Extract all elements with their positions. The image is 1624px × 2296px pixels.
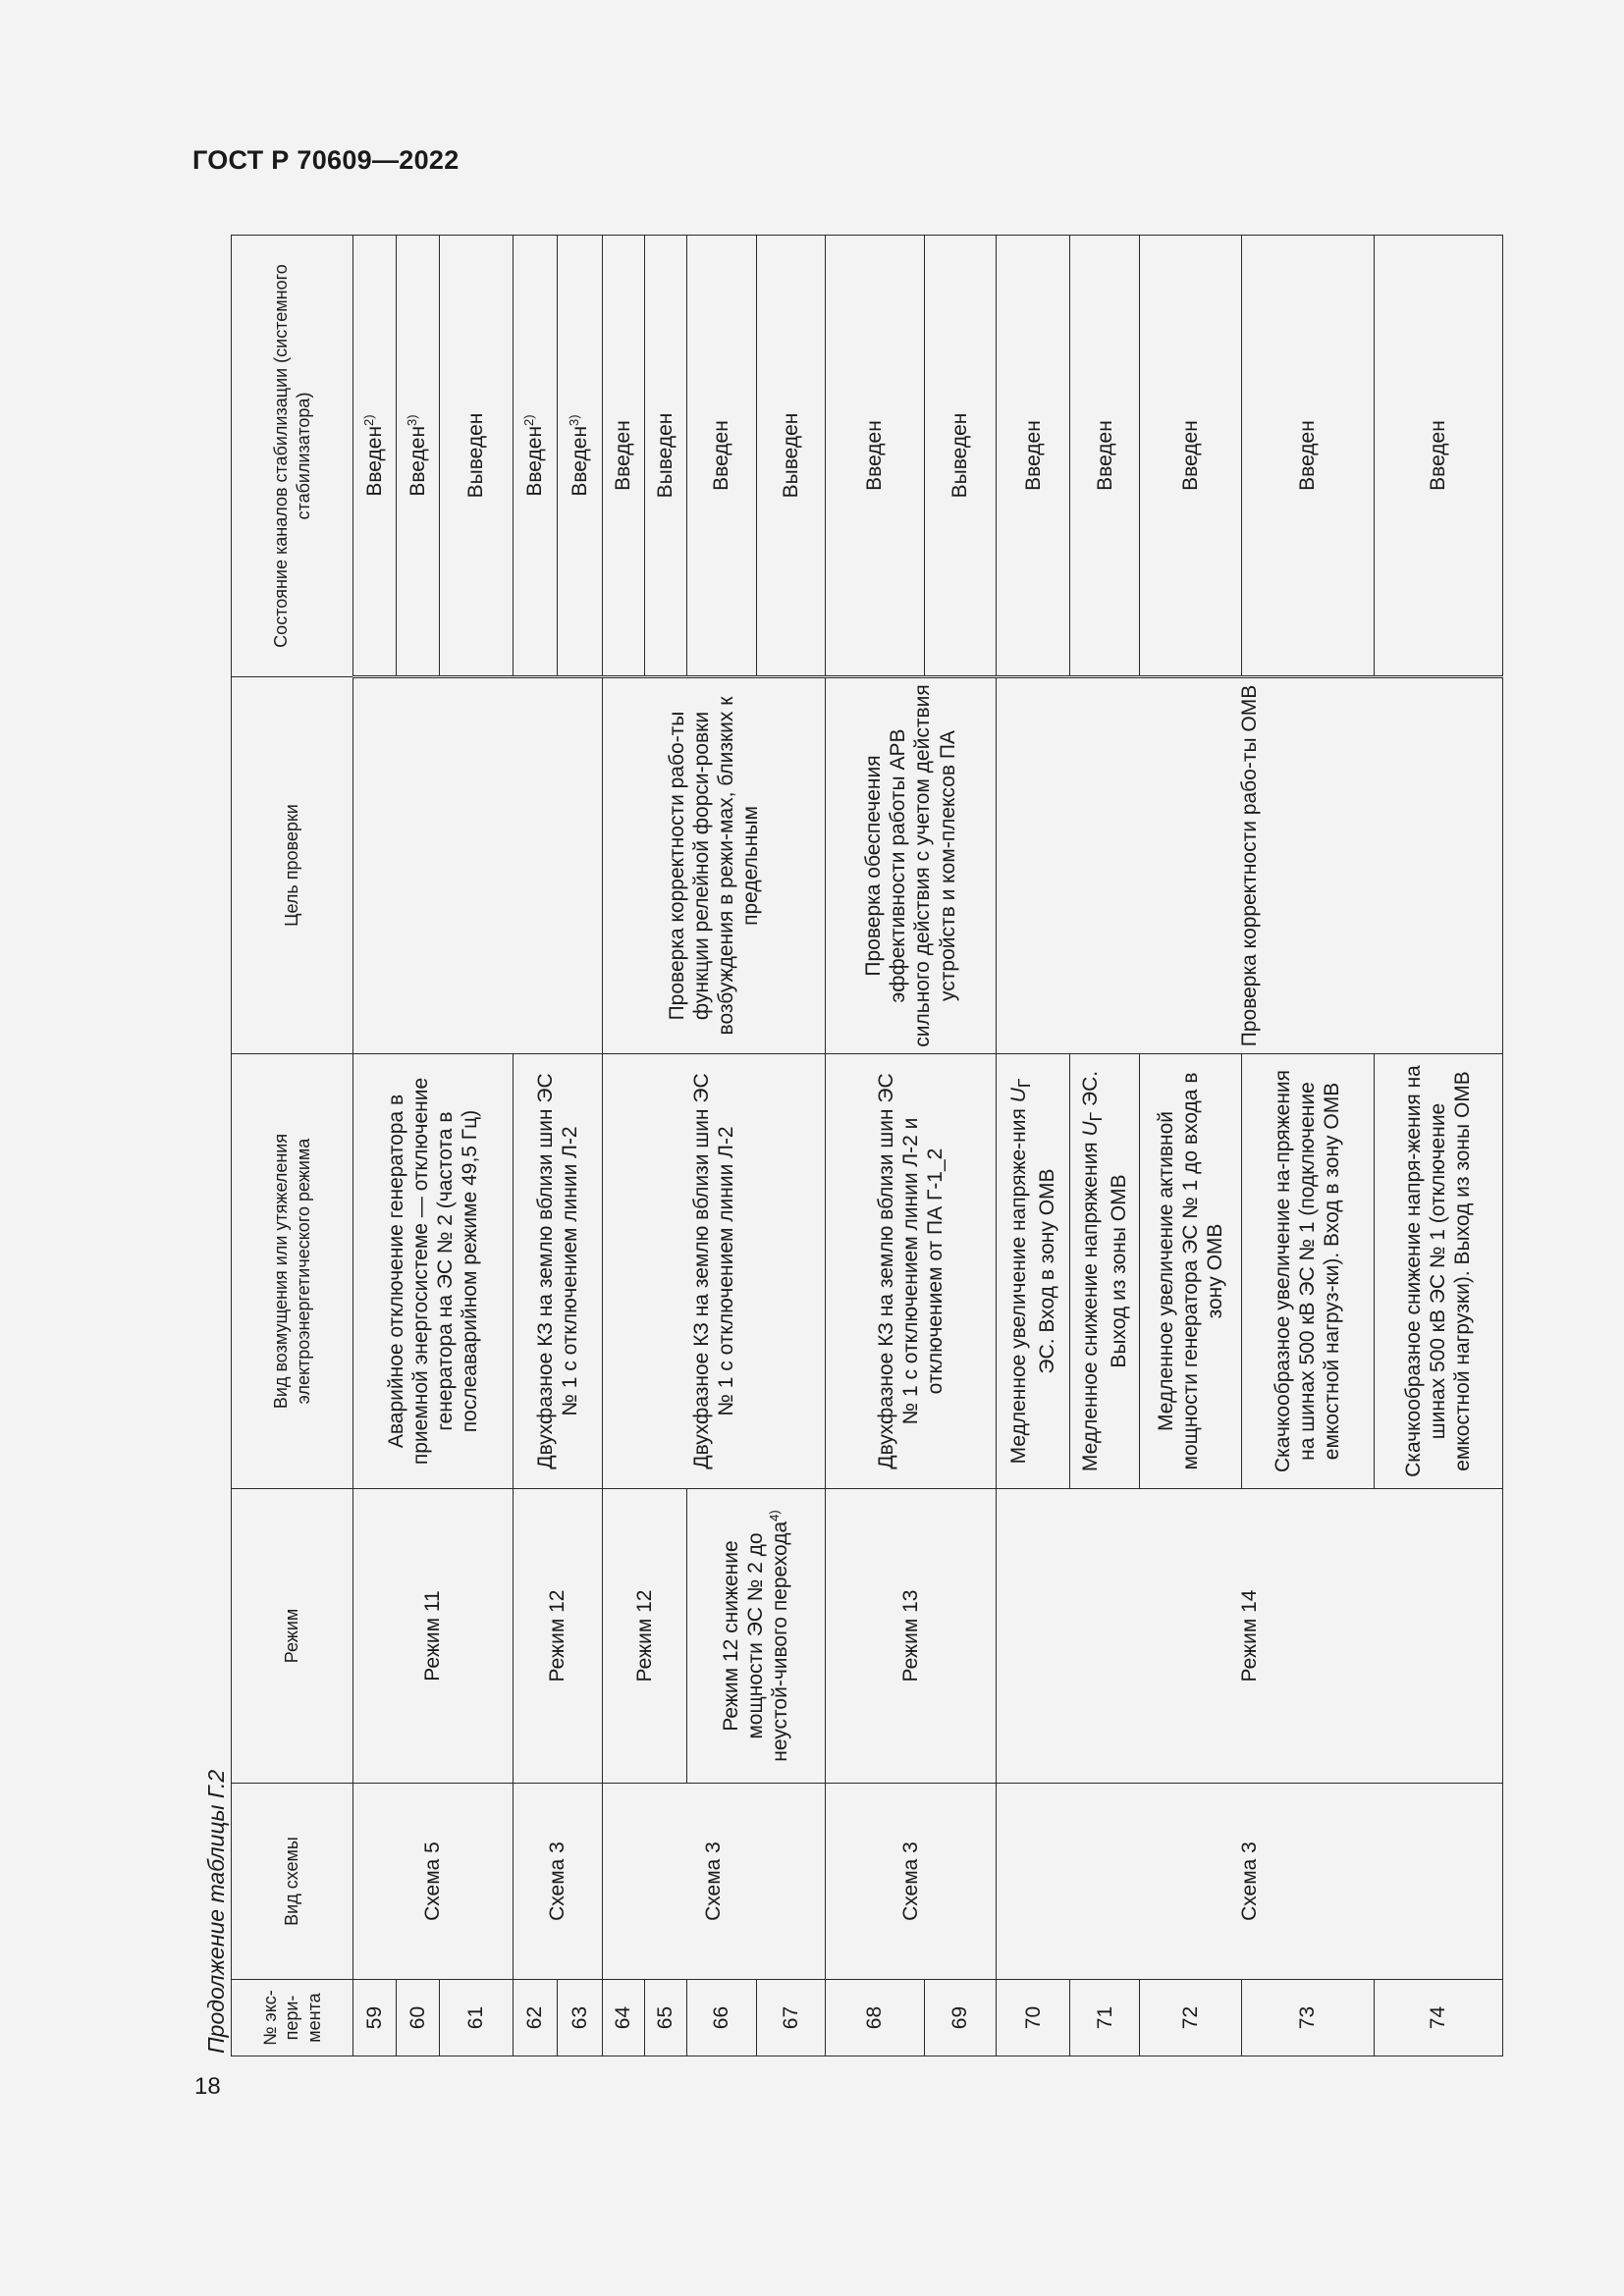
state-cell: Выведен [440,236,514,677]
state-cell: Введен [1374,236,1502,677]
mode-cell: Режим 14 [996,1489,1502,1784]
scheme-cell: Схема 3 [602,1784,825,1980]
col-header-state: Состояние каналов стабилизации (системного стабилизатора) [232,236,353,677]
state-cell: Введен [996,236,1070,677]
state-cell: Введен [686,236,757,677]
experiment-number: 68 [826,1980,925,2056]
page-number: 18 [194,2073,221,2100]
state-cell: Введен$^{2)}$ [513,236,557,677]
state-cell: Введен [1070,236,1140,677]
disturbance-cell: Двухфазное КЗ на землю вблизи шин ЭС № 1 с отключением линии Л-2 и отключением от ПА Г-1_2 [826,1054,997,1489]
table-header-row [232,236,353,2056]
disturbance-cell: Медленное увеличение напряже-ния $U_Г$ ЭС. Вход в зону ОМВ [996,1054,1070,1489]
disturbance-cell: Аварийное отключение генератора в приемной энергосистеме — отключение генератора на ЭС № 2 (частота в послеаварийном режиме 49,5 Гц) [353,1054,514,1489]
mode-cell: Режим 12 [513,1489,602,1784]
disturbance-cell: Скачкообразное увеличение на-пряжения на шинах 500 кВ ЭС № 1 (подключение емкостной нагруз-ки). Вход в зону ОМВ [1242,1054,1374,1489]
scheme-cell: Схема 3 [996,1784,1502,1980]
col-header-mode: Режим [232,1489,353,1784]
state-cell: Введен [602,236,644,677]
state-cell: Введен$^{3)}$ [558,236,602,677]
experiment-number: 66 [686,1980,757,2056]
disturbance-cell: Двухфазное КЗ на землю вблизи шин ЭС № 1 с отключением линии Л-2 [513,1054,602,1489]
table-row [353,236,396,2056]
document-header-title: ГОСТ Р 70609—2022 [192,145,460,175]
state-cell: Выведен [925,236,997,677]
experiment-number: 67 [757,1980,826,2056]
table-row [602,236,644,2056]
experiment-number: 65 [645,1980,686,2056]
table-row [996,236,1070,2056]
state-cell: Введен [1242,236,1374,677]
disturbance-cell: Медленное увеличение активной мощности генератора ЭС № 1 до входа в зону ОМВ [1140,1054,1242,1489]
scheme-cell: Схема 5 [353,1784,514,1980]
experiment-number: 62 [513,1980,557,2056]
disturbance-cell: Скачкообразное снижение напря-жения на шинах 500 кВ ЭС № 1 (отключение емкостной нагрузки). Выход из зоны ОМВ [1374,1054,1502,1489]
experiment-number: 70 [996,1980,1070,2056]
mode-cell: Режим 12 снижение мощности ЭС № 2 до неустой-чивого перехода$^{4)}$ [686,1489,825,1784]
col-header-goal: Цель проверки [232,677,353,1054]
goal-cell-empty [353,677,603,1054]
state-cell: Введен$^{3)}$ [396,236,439,677]
goal-cell: Проверка обеспечения эффективности работы АРВ сильного действия с учетом действия устройств и ком-плексов ПА [826,677,997,1054]
experiments-table [231,235,1503,2056]
state-cell: Введен [1140,236,1242,677]
experiment-number: 59 [353,1980,396,2056]
col-header-scheme: Вид схемы [232,1784,353,1980]
experiment-number: 61 [440,1980,514,2056]
experiment-number: 63 [558,1980,602,2056]
experiment-number: 71 [1070,1980,1140,2056]
table-caption: Продолжение таблицы Г.2 [203,1769,229,2054]
table-row [513,236,557,2056]
table-row [826,236,925,2056]
experiment-number: 73 [1242,1980,1374,2056]
scheme-cell: Схема 3 [826,1784,997,1980]
col-header-disturbance: Вид возмущения или утяжеления электроэнергетического режима [232,1054,353,1489]
experiment-number: 60 [396,1980,439,2056]
goal-cell: Проверка корректности рабо-ты ОМВ [996,677,1502,1054]
experiment-number: 69 [925,1980,997,2056]
state-cell: Введен [826,236,925,677]
state-cell: Выведен [645,236,686,677]
experiment-number: 64 [602,1980,644,2056]
rotated-table-container [231,236,1503,2056]
disturbance-cell: Двухфазное КЗ на землю вблизи шин ЭС № 1 с отключением линии Л-2 [602,1054,825,1489]
mode-cell: Режим 12 [602,1489,686,1784]
experiment-number: 74 [1374,1980,1502,2056]
mode-cell: Режим 11 [353,1489,514,1784]
state-cell: Введен$^{2)}$ [353,236,396,677]
mode-cell: Режим 13 [826,1489,997,1784]
state-cell: Выведен [757,236,826,677]
disturbance-cell: Медленное снижение напряжения $U_Г$ ЭС. Выход из зоны ОМВ [1070,1054,1140,1489]
scheme-cell: Схема 3 [513,1784,602,1980]
experiment-number: 72 [1140,1980,1242,2056]
goal-cell: Проверка корректности рабо-ты функции релейной форси-ровки возбуждения в режи-мах, близких к предельным [602,677,825,1054]
col-header-num: № экс-пери-мента [232,1980,353,2056]
